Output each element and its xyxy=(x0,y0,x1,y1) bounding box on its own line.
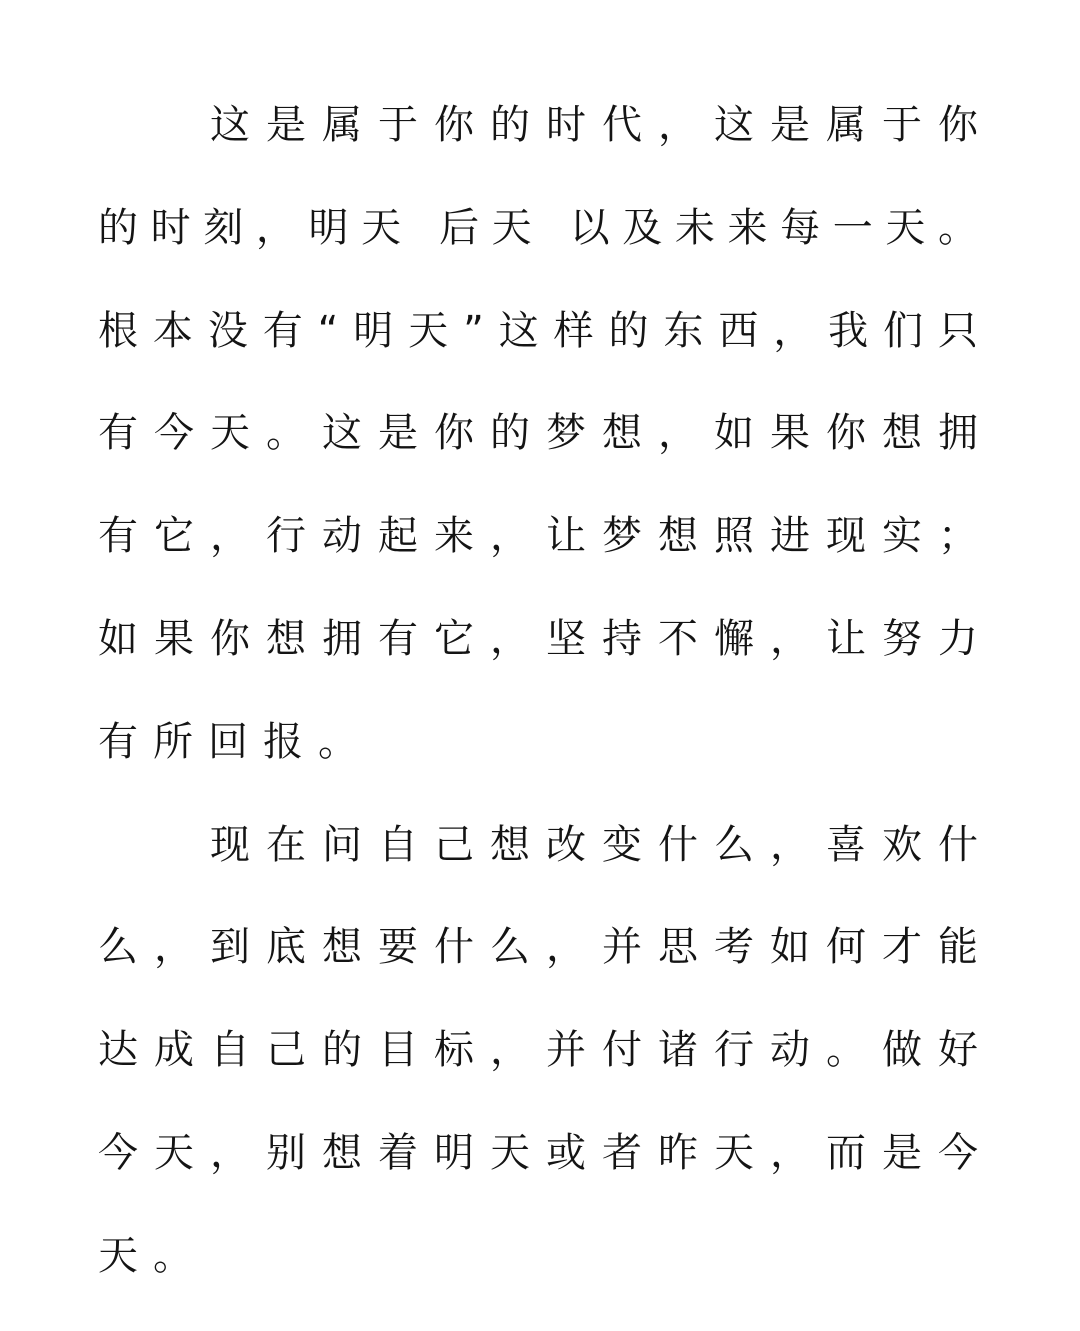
text-line: 现在问自己想改变什么，喜欢什 xyxy=(210,821,990,868)
text-line: 达成自己的目标，并付诸行动。做好 xyxy=(98,1027,990,1074)
paragraph-2 xyxy=(98,794,1080,1308)
paragraph-1 xyxy=(98,74,1080,794)
text-line: 的时刻，明天 后天 以及未来每一天。 xyxy=(98,204,990,251)
text-line: 今天，别想着明天或者昨天，而是今 xyxy=(98,1129,990,1176)
text-line: 有今天。这是你的梦想，如果你想拥 xyxy=(98,410,990,457)
text-line: 有它，行动起来，让梦想照进现实； xyxy=(98,513,990,560)
text-line: 么，到底想要什么，并思考如何才能 xyxy=(98,924,990,971)
text-line: 根本没有“明天”这样的东西，我们只 xyxy=(98,307,990,354)
text-line: 天。 xyxy=(98,1232,208,1279)
text-line: 有所回报。 xyxy=(98,718,373,765)
text-line: 这是属于你的时代，这是属于你 xyxy=(210,102,990,148)
text-line: 如果你想拥有它，坚持不懈，让努力 xyxy=(98,615,990,662)
